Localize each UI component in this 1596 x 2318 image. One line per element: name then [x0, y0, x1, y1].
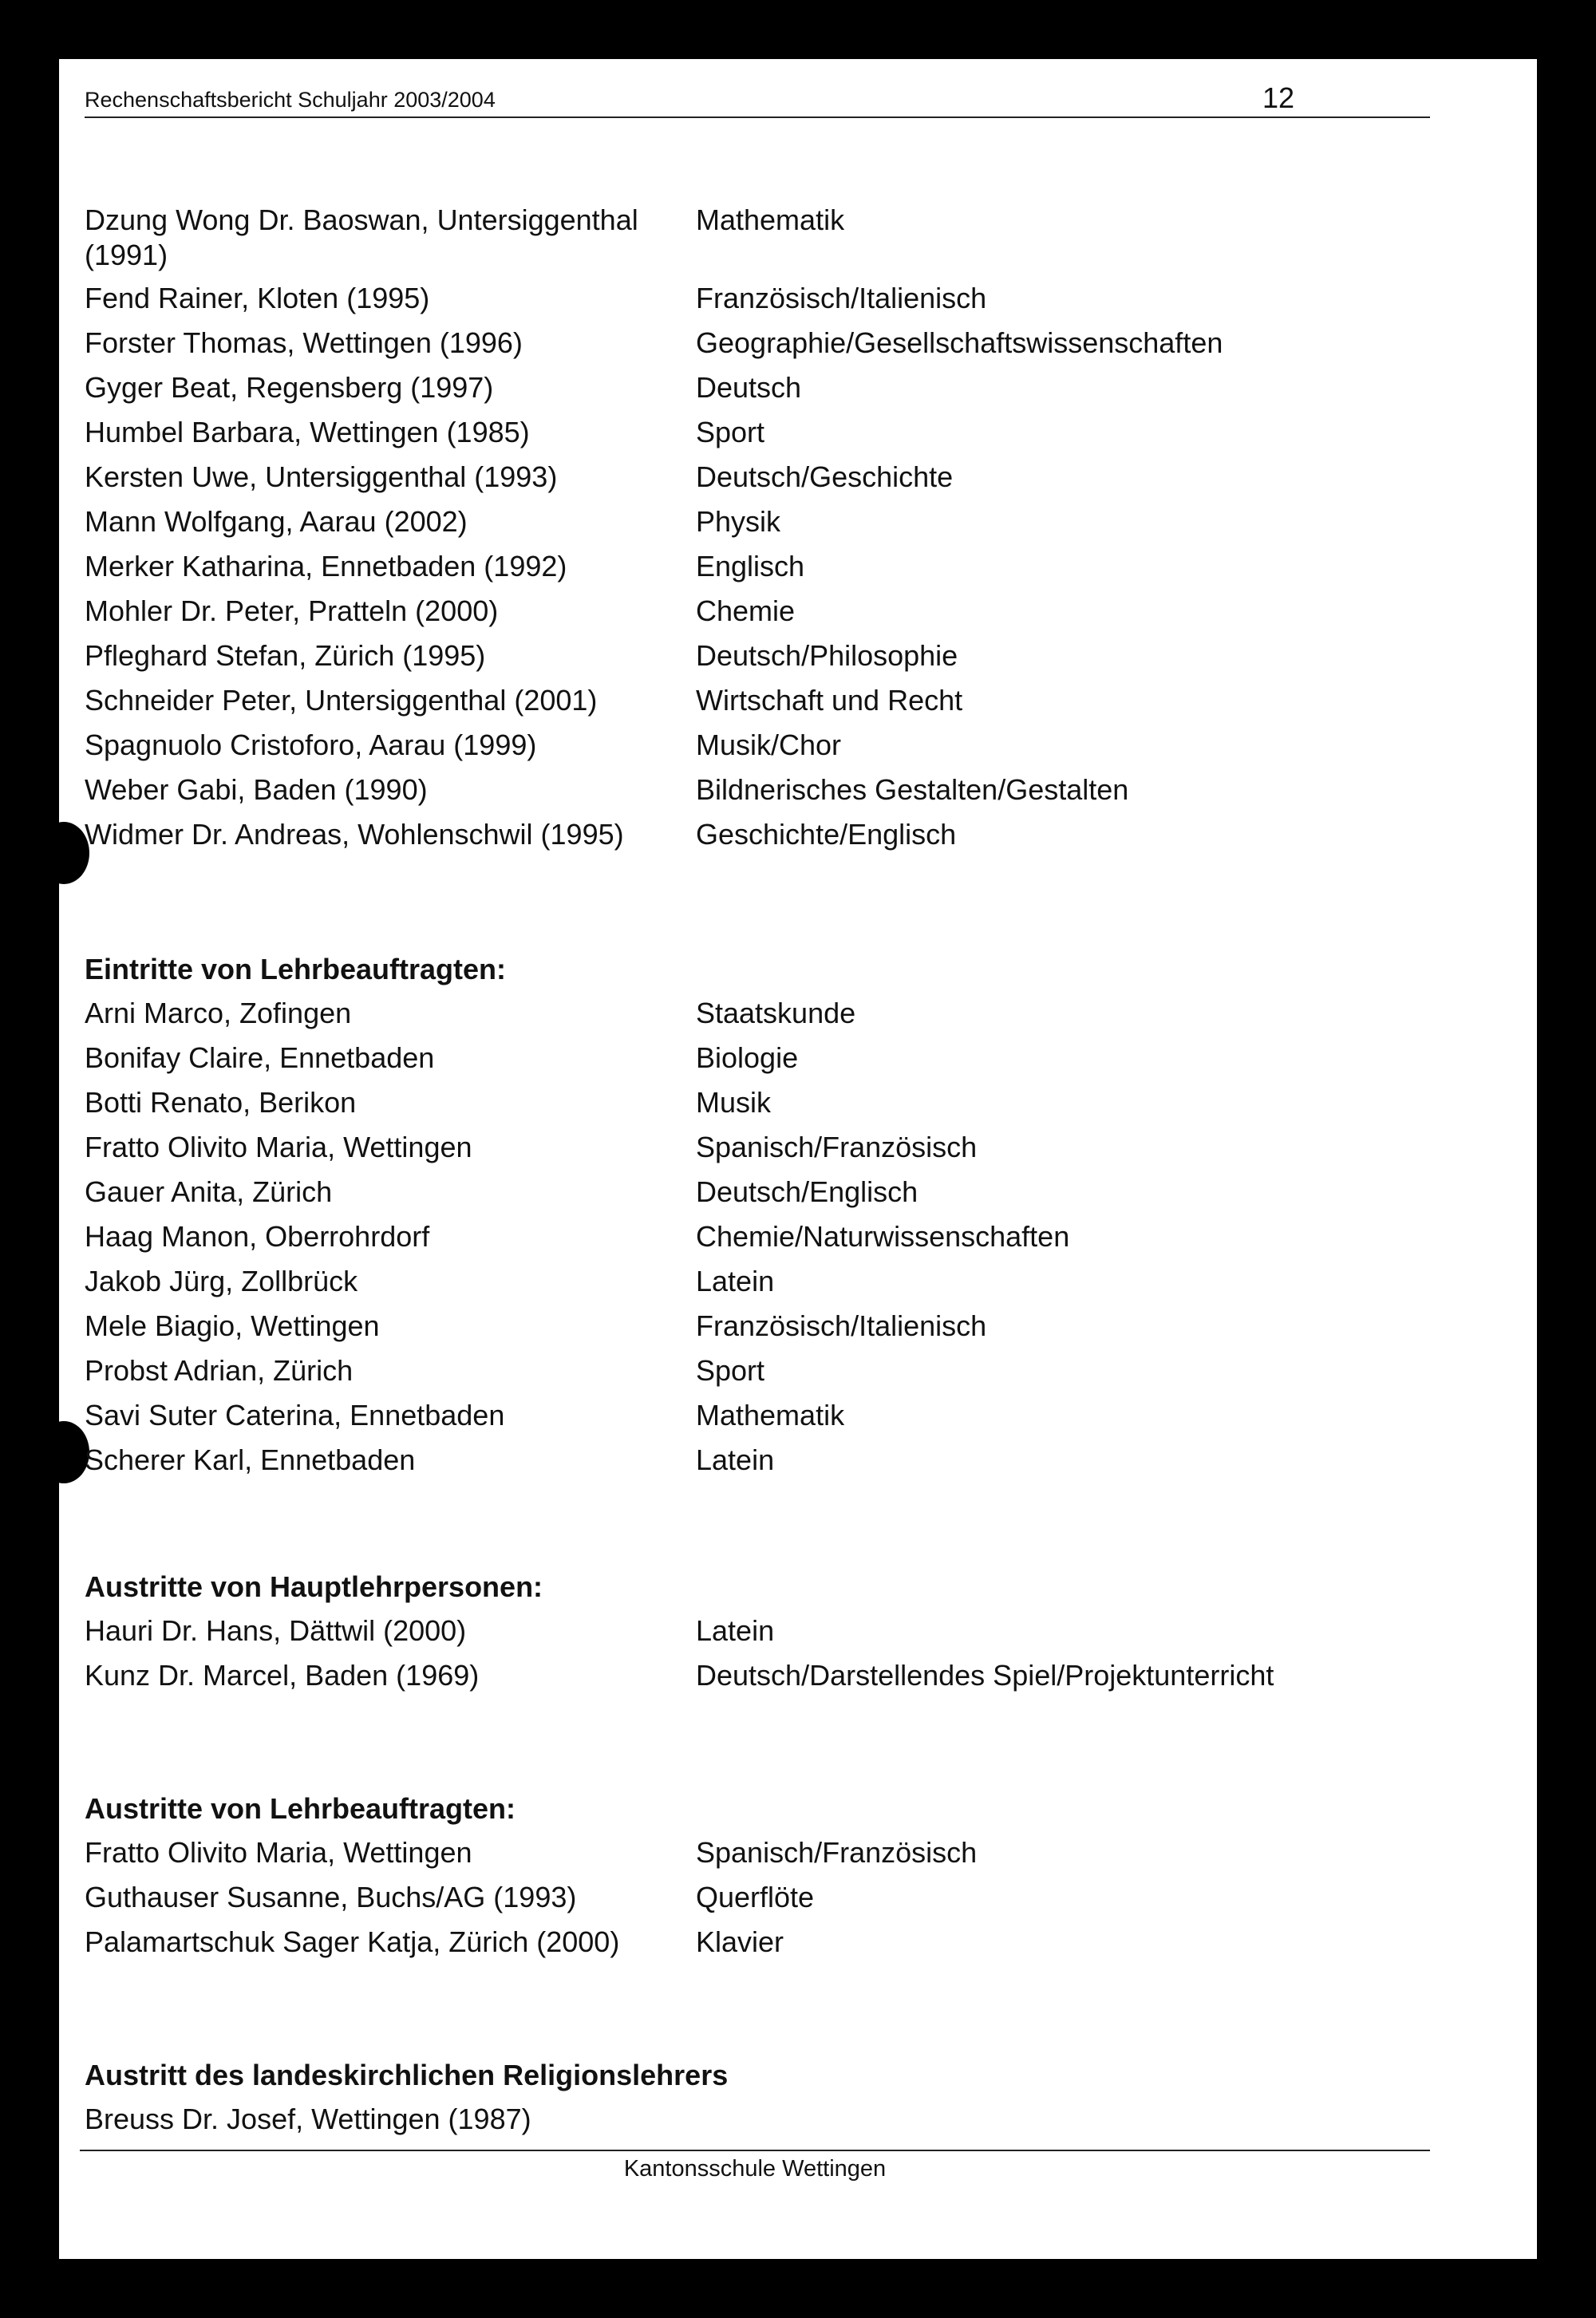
list-item [85, 594, 1441, 638]
list-item [85, 638, 1441, 683]
list-item [85, 728, 1441, 772]
teacher-name: Dzung Wong Dr. Baoswan, Untersiggenthal (1991) [85, 203, 638, 271]
list-item [85, 1925, 1441, 1969]
list-item [85, 817, 1441, 862]
list-item [85, 1353, 1441, 1398]
punch-hole [38, 822, 89, 884]
list-item [85, 1880, 1441, 1925]
list-item [85, 1835, 1441, 1880]
teacher-name: Mele Biagio, Wettingen [85, 1309, 380, 1342]
teacher-name: Jakob Jürg, Zollbrück [85, 1265, 358, 1297]
teacher-subject: Deutsch/Englisch [696, 1175, 918, 1208]
section-heading: Austritt des landeskirchlichen Religionslehrers [85, 2059, 729, 2091]
page-footer [80, 2150, 1430, 2183]
teacher-subject: Klavier [696, 1925, 784, 1958]
punch-hole [38, 1421, 89, 1483]
teacher-subject: Latein [696, 1443, 775, 1476]
teacher-subject: Deutsch/Darstellendes Spiel/Projektunterricht [696, 1659, 1274, 1692]
teacher-name: Palamartschuk Sager Katja, Zürich (2000) [85, 1925, 620, 1958]
teacher-subject: Bildnerisches Gestalten/Gestalten [696, 773, 1129, 806]
list-item [85, 2102, 1441, 2146]
teacher-subject: Sport [696, 416, 765, 448]
teacher-name: Breuss Dr. Josef, Wettingen (1987) [85, 2103, 531, 2135]
teacher-name: Fend Rainer, Kloten (1995) [85, 282, 430, 314]
teacher-name: Botti Renato, Berikon [85, 1086, 357, 1119]
list-item [85, 1398, 1441, 1443]
teacher-name: Probst Adrian, Zürich [85, 1354, 354, 1387]
teacher-name: Mann Wolfgang, Aarau (2002) [85, 505, 468, 538]
list-item [85, 772, 1441, 817]
teacher-name: Widmer Dr. Andreas, Wohlenschwil (1995) [85, 818, 624, 851]
teacher-subject: Latein [696, 1614, 775, 1647]
list-item [85, 1219, 1441, 1264]
list-item [85, 1085, 1441, 1130]
teacher-name: Weber Gabi, Baden (1990) [85, 773, 428, 806]
list-item [85, 1264, 1441, 1309]
list-item [85, 996, 1441, 1041]
teacher-subject: Spanisch/Französisch [696, 1836, 978, 1869]
teacher-subject: Deutsch/Philosophie [696, 639, 958, 672]
list-item [85, 1130, 1441, 1175]
teacher-subject: Chemie [696, 594, 796, 627]
list-item [85, 460, 1441, 504]
teacher-name: Bonifay Claire, Ennetbaden [85, 1041, 435, 1074]
teacher-subject: Französisch/Italienisch [696, 1309, 987, 1342]
teacher-subject: Querflöte [696, 1881, 815, 1913]
list-item [85, 281, 1441, 326]
teacher-subject: Musik/Chor [696, 729, 842, 761]
section-heading: Austritte von Hauptlehrpersonen: [85, 1570, 543, 1603]
list-item [85, 1658, 1441, 1703]
teacher-subject: Geschichte/Englisch [696, 818, 957, 851]
teacher-name: Merker Katharina, Ennetbaden (1992) [85, 550, 567, 582]
list-item [85, 1309, 1441, 1353]
teacher-name: Gyger Beat, Regensberg (1997) [85, 371, 494, 404]
teacher-name: Gauer Anita, Zürich [85, 1175, 333, 1208]
teacher-name: Fratto Olivito Maria, Wettingen [85, 1836, 472, 1869]
list-item [85, 415, 1441, 460]
teacher-subject: Chemie/Naturwissenschaften [696, 1220, 1070, 1253]
teacher-subject: Englisch [696, 550, 805, 582]
list-item [85, 203, 1441, 282]
list-item [85, 1175, 1441, 1219]
list-item [85, 504, 1441, 549]
teacher-name: Kersten Uwe, Untersiggenthal (1993) [85, 460, 558, 493]
teacher-subject: Deutsch/Geschichte [696, 460, 954, 493]
teacher-name: Mohler Dr. Peter, Pratteln (2000) [85, 594, 499, 627]
teacher-subject: Wirtschaft und Recht [696, 684, 963, 717]
page-header [85, 81, 1430, 118]
list-item [85, 370, 1441, 415]
teacher-name: Haag Manon, Oberrohrdorf [85, 1220, 430, 1253]
teacher-name: Guthauser Susanne, Buchs/AG (1993) [85, 1881, 577, 1913]
teacher-subject: Biologie [696, 1041, 799, 1074]
teacher-subject: Mathematik [696, 1399, 845, 1431]
list-item [85, 1613, 1441, 1658]
list-item [85, 549, 1441, 594]
teacher-subject: Sport [696, 1354, 765, 1387]
section-heading: Eintritte von Lehrbeauftragten: [85, 953, 507, 985]
section-heading: Austritte von Lehrbeauftragten: [85, 1792, 516, 1825]
list-item [85, 1443, 1441, 1487]
teacher-subject: Latein [696, 1265, 775, 1297]
teacher-name: Forster Thomas, Wettingen (1996) [85, 326, 523, 359]
teacher-name: Savi Suter Caterina, Ennetbaden [85, 1399, 505, 1431]
list-item [85, 683, 1441, 728]
teacher-name: Schneider Peter, Untersiggenthal (2001) [85, 684, 598, 717]
school-name: Kantonsschule Wettingen [623, 2156, 887, 2182]
page-number: 12 [1262, 81, 1295, 114]
teacher-subject: Französisch/Italienisch [696, 282, 987, 314]
teacher-name: Hauri Dr. Hans, Dättwil (2000) [85, 1614, 467, 1647]
teacher-subject: Spanisch/Französisch [696, 1131, 978, 1163]
teacher-subject: Deutsch [696, 371, 802, 404]
teacher-name: Spagnuolo Cristoforo, Aarau (1999) [85, 729, 537, 761]
teacher-name: Arni Marco, Zofingen [85, 997, 352, 1029]
teacher-name: Pfleghard Stefan, Zürich (1995) [85, 639, 486, 672]
teacher-subject: Physik [696, 505, 781, 538]
teacher-name: Kunz Dr. Marcel, Baden (1969) [85, 1659, 480, 1692]
teacher-subject: Musik [696, 1086, 772, 1119]
teacher-subject: Geographie/Gesellschaftswissenschaften [696, 326, 1223, 359]
teacher-name: Scherer Karl, Ennetbaden [85, 1443, 416, 1476]
report-title: Rechenschaftsbericht Schuljahr 2003/2004 [85, 88, 496, 112]
teacher-name: Humbel Barbara, Wettingen (1985) [85, 416, 530, 448]
list-item [85, 326, 1441, 370]
teacher-subject: Mathematik [696, 203, 845, 236]
list-item [85, 1041, 1441, 1085]
teacher-name: Fratto Olivito Maria, Wettingen [85, 1131, 472, 1163]
teacher-subject: Staatskunde [696, 997, 856, 1029]
